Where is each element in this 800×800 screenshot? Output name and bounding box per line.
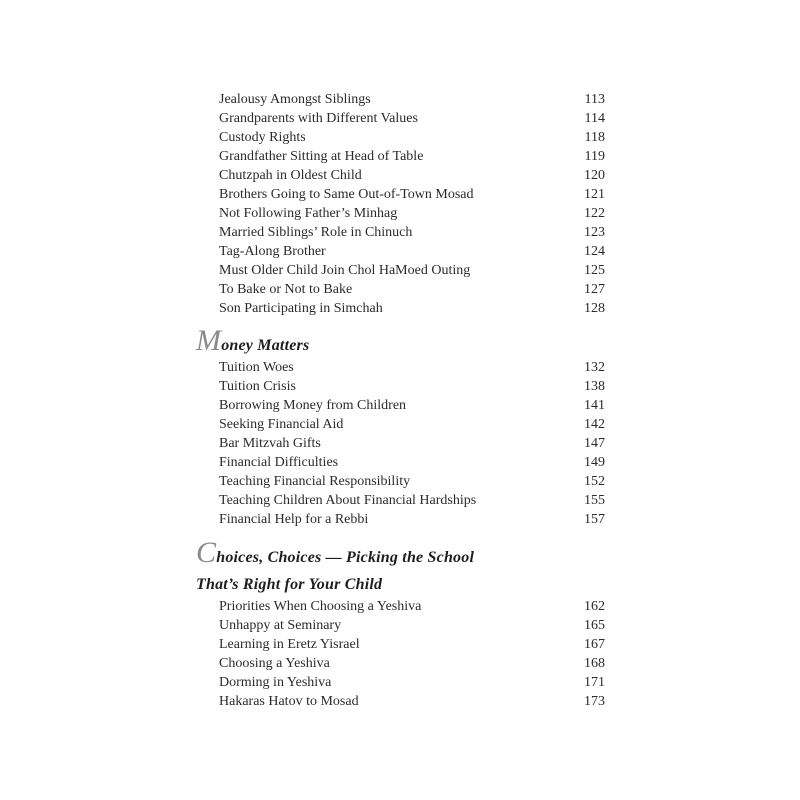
- toc-section-money-matters: [219, 358, 605, 529]
- section-heading-money-matters: [196, 324, 310, 358]
- entry-title: Learning in Eretz Yisrael: [219, 637, 360, 652]
- toc-entry: [219, 166, 605, 185]
- entry-page: 123: [584, 225, 605, 240]
- entry-page: 165: [584, 618, 605, 633]
- entry-page: 128: [584, 301, 605, 316]
- toc-entry: [219, 185, 605, 204]
- entry-page: 113: [584, 92, 605, 107]
- entry-title: Brothers Going to Same Out-of-Town Mosad: [219, 187, 474, 202]
- entry-page: 121: [584, 187, 605, 202]
- heading-text-line2: That’s Right for Your Child: [196, 576, 383, 593]
- entry-page: 124: [584, 244, 605, 259]
- section-heading-choices: [196, 536, 475, 597]
- entry-title: Financial Help for a Rebbi: [219, 512, 369, 527]
- entry-page: 132: [584, 360, 605, 375]
- entry-page: 122: [584, 206, 605, 221]
- entry-title: Priorities When Choosing a Yeshiva: [219, 599, 422, 614]
- entry-title: Must Older Child Join Chol HaMoed Outing: [219, 263, 471, 278]
- entry-title: Teaching Children About Financial Hardships: [219, 493, 477, 508]
- toc-entry: [219, 673, 605, 692]
- entry-page: 114: [584, 111, 605, 126]
- entry-title: Custody Rights: [219, 130, 306, 145]
- entry-title: Tuition Woes: [219, 360, 294, 375]
- toc-entry: [219, 654, 605, 673]
- toc-entry: [219, 147, 605, 166]
- entry-page: 173: [584, 694, 605, 709]
- toc-section-family: [219, 90, 605, 318]
- entry-title: Married Siblings’ Role in Chinuch: [219, 225, 413, 240]
- toc-section-choices: [219, 597, 605, 711]
- toc-entry: [219, 692, 605, 711]
- toc-entry: [219, 415, 605, 434]
- heading-initial: C: [196, 536, 217, 569]
- entry-title: Jealousy Amongst Siblings: [219, 92, 371, 107]
- toc-entry: [219, 128, 605, 147]
- entry-page: 119: [584, 149, 605, 164]
- toc-entry: [219, 434, 605, 453]
- entry-page: 171: [584, 675, 605, 690]
- toc-entry: [219, 377, 605, 396]
- entry-title: Financial Difficulties: [219, 455, 339, 470]
- entry-title: Borrowing Money from Children: [219, 398, 407, 413]
- toc-entry: [219, 491, 605, 510]
- toc-entry: [219, 453, 605, 472]
- toc-entry: [219, 472, 605, 491]
- toc-entry: [219, 510, 605, 529]
- entry-title: Teaching Financial Responsibility: [219, 474, 411, 489]
- entry-page: 149: [584, 455, 605, 470]
- toc-entry: [219, 597, 605, 616]
- entry-title: Seeking Financial Aid: [219, 417, 344, 432]
- entry-title: Hakaras Hatov to Mosad: [219, 694, 359, 709]
- entry-page: 155: [584, 493, 605, 508]
- toc-entry: [219, 204, 605, 223]
- entry-page: 125: [584, 263, 605, 278]
- toc-entry: [219, 223, 605, 242]
- entry-title: Bar Mitzvah Gifts: [219, 436, 321, 451]
- entry-title: Grandparents with Different Values: [219, 111, 418, 126]
- toc-entry: [219, 109, 605, 128]
- entry-title: Son Participating in Simchah: [219, 301, 383, 316]
- toc-entry: [219, 90, 605, 109]
- entry-page: 168: [584, 656, 605, 671]
- entry-title: Tag-Along Brother: [219, 244, 326, 259]
- toc-entry: [219, 616, 605, 635]
- toc-entry: [219, 396, 605, 415]
- entry-page: 141: [584, 398, 605, 413]
- entry-title: To Bake or Not to Bake: [219, 282, 353, 297]
- entry-page: 152: [584, 474, 605, 489]
- toc-entry: [219, 299, 605, 318]
- entry-page: 138: [584, 379, 605, 394]
- entry-page: 162: [584, 599, 605, 614]
- entry-title: Choosing a Yeshiva: [219, 656, 330, 671]
- entry-page: 120: [584, 168, 605, 183]
- entry-title: Dorming in Yeshiva: [219, 675, 332, 690]
- entry-page: 127: [584, 282, 605, 297]
- entry-page: 118: [584, 130, 605, 145]
- toc-entry: [219, 358, 605, 377]
- toc-entry: [219, 280, 605, 299]
- entry-title: Not Following Father’s Minhag: [219, 206, 398, 221]
- heading-initial: M: [196, 324, 222, 357]
- entry-title: Tuition Crisis: [219, 379, 296, 394]
- entry-title: Grandfather Sitting at Head of Table: [219, 149, 424, 164]
- toc-entry: [219, 261, 605, 280]
- heading-text: oney Matters: [221, 337, 310, 354]
- entry-page: 142: [584, 417, 605, 432]
- entry-page: 167: [584, 637, 605, 652]
- toc-entry: [219, 242, 605, 261]
- entry-page: 147: [584, 436, 605, 451]
- entry-title: Chutzpah in Oldest Child: [219, 168, 362, 183]
- entry-page: 157: [584, 512, 605, 527]
- heading-text: hoices, Choices — Picking the School: [216, 549, 475, 566]
- entry-title: Unhappy at Seminary: [219, 618, 342, 633]
- toc-entry: [219, 635, 605, 654]
